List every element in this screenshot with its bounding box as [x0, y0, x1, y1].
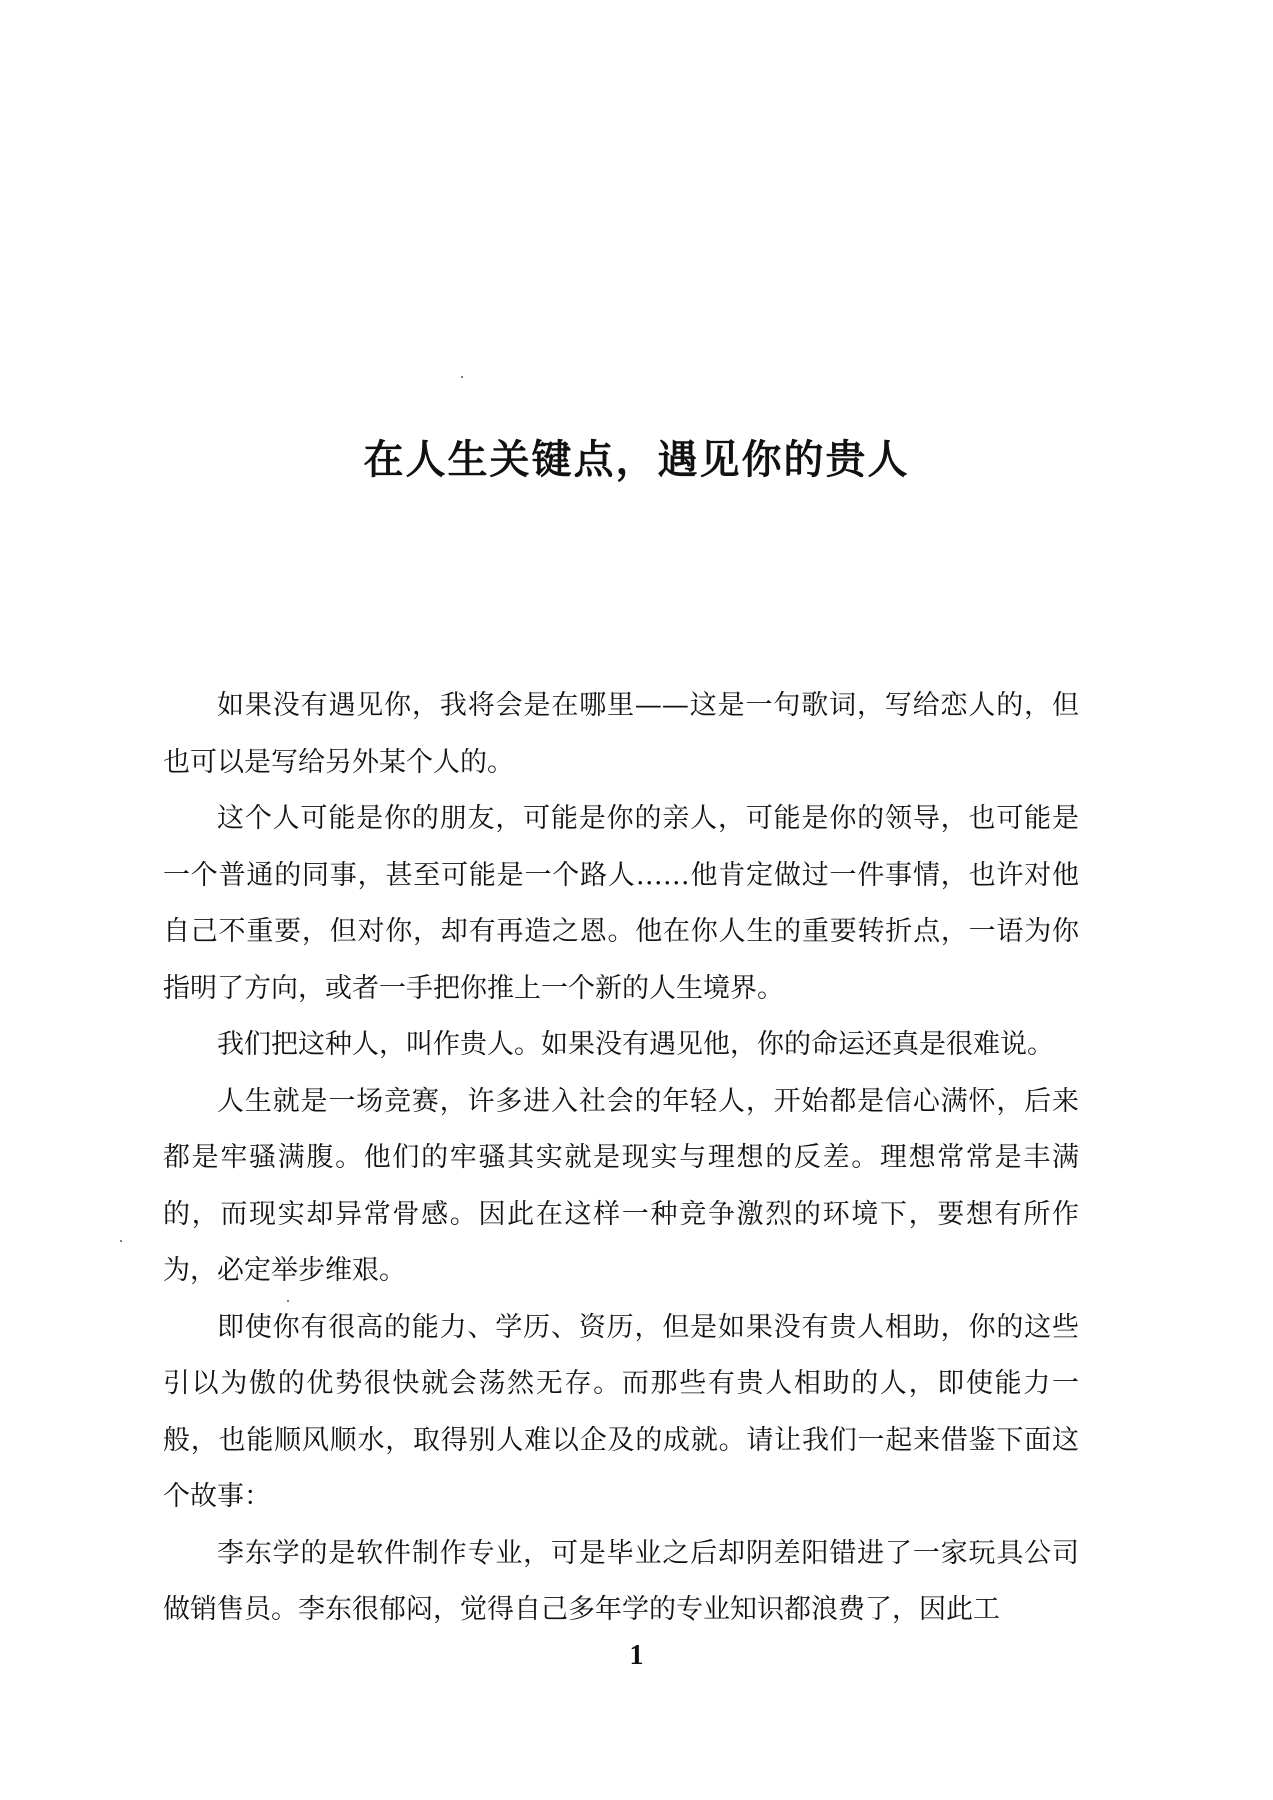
page-number: 1	[629, 1640, 644, 1671]
paragraph: 人生就是一场竞赛，许多进入社会的年轻人，开始都是信心满怀，后来都是牢骚满腹。他们的牢骚其实就是现实与理想的反差。理想常常是丰满的，而现实却异常骨感。因此在这样一种竞争激烈的环境下，要想有所作为，必定举步维艰。	[163, 1085, 1079, 1286]
paragraph: 如果没有遇见你，我将会是在哪里——这是一句歌词，写给恋人的，但也可以是写给另外某个人的。	[163, 690, 1079, 778]
scan-speck	[461, 376, 463, 378]
paragraph: 这个人可能是你的朋友，可能是你的亲人，可能是你的领导，也可能是一个普通的同事，甚至可能是一个路人……他肯定做过一件事情，也许对他自己不重要，但对你，却有再造之恩。他在你人生的重要转折点，一语为你指明了方向，或者一手把你推上一个新的人生境界。	[163, 803, 1079, 1004]
paragraph: 我们把这种人，叫作贵人。如果没有遇见他，你的命运还真是很难说。	[217, 1029, 1054, 1060]
paragraph: 即使你有很高的能力、学历、资历，但是如果没有贵人相助，你的这些引以为傲的优势很快就会荡然无存。而那些有贵人相助的人，即使能力一般，也能顺风顺水，取得别人难以企及的成就。请让我们一起来借鉴下面这个故事：	[163, 1311, 1079, 1512]
scan-speck	[120, 1240, 122, 1242]
paragraph: 李东学的是软件制作专业，可是毕业之后却阴差阳错进了一家玩具公司做销售员。李东很郁闷，觉得自己多年学的专业知识都浪费了，因此工	[163, 1537, 1079, 1625]
page-title: 在人生关键点，遇见你的贵人	[363, 437, 910, 483]
body-text	[163, 678, 1079, 1639]
